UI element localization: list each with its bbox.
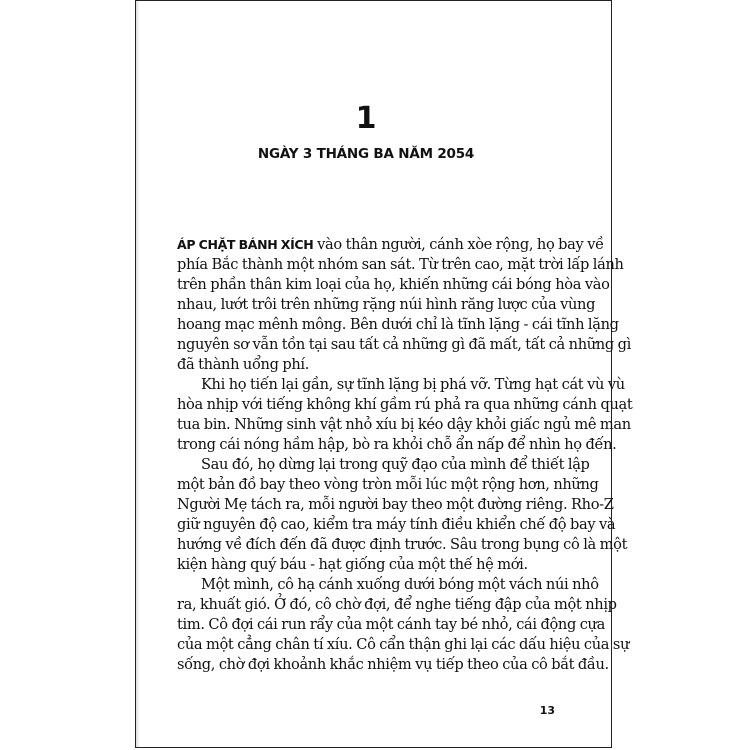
- text-line: phía Bắc thành một nhóm san sát. Từ trên cao, mặt trời lấp lánh: [177, 256, 624, 273]
- text-line: nguyên sơ vẫn tồn tại sau tất cả những gì đã mất, tất cả những gì: [177, 336, 631, 353]
- chapter-body: [177, 235, 633, 675]
- text-line: ra, khuất gió. Ở đó, cô chờ đợi, để nghe tiếng đập của một nhịp: [177, 596, 617, 613]
- text-line: [177, 235, 604, 255]
- text-line: Khi họ tiến lại gần, sự tĩnh lặng bị phá vỡ. Từng hạt cát vù vù: [201, 376, 625, 393]
- text-line: trong cái nóng hầm hập, bò ra khỏi chỗ ẩn nấp để nhìn họ đến.: [177, 436, 617, 453]
- page-number: 13: [539, 704, 555, 717]
- text-line: đã thành uổng phí.: [177, 356, 310, 373]
- text-line: Một mình, cô hạ cánh xuống dưới bóng một vách núi nhô: [201, 576, 599, 593]
- chapter-number: 1: [355, 101, 377, 136]
- text-line: tua bin. Những sinh vật nhỏ xíu bị kéo dậy khỏi giấc ngủ mê man: [177, 416, 631, 433]
- text-line: sống, chờ đợi khoảnh khắc nhiệm vụ tiếp theo của cô bắt đầu.: [177, 656, 609, 673]
- line-text: vào thân người, cánh xòe rộng, họ bay về: [313, 236, 604, 253]
- text-line: giữ nguyên độ cao, kiểm tra máy tính điều khiển chế độ bay và: [177, 516, 616, 533]
- chapter-title: NGÀY 3 THÁNG BA NĂM 2054: [257, 146, 475, 162]
- text-line: hướng về đích đến đã được định trước. Sâu trong bụng cô là một: [177, 536, 628, 553]
- text-line: của một cẳng chân tí xíu. Cô cẩn thận ghi lại các dấu hiệu của sự: [177, 636, 630, 653]
- text-line: kiện hàng quý báu - hạt giống của một thế hệ mới.: [177, 556, 528, 573]
- text-line: tim. Cô đợi cái run rẩy của một cánh tay bé nhỏ, cái động cựa: [177, 616, 605, 633]
- lead-in: ÁP CHẶT BÁNH XÍCH: [177, 237, 314, 252]
- text-line: nhau, lướt trôi trên những rặng núi hình răng lược của vùng: [177, 296, 596, 313]
- text-line: hòa nhịp với tiếng không khí gầm rú phả ra qua những cánh quạt: [177, 396, 633, 413]
- text-line: trên phần thân kim loại của họ, khiến những cái bóng hòa vào: [177, 276, 610, 293]
- text-line: Sau đó, họ dừng lại trong quỹ đạo của mình để thiết lập: [201, 456, 590, 473]
- text-line: một bản đồ bay theo vòng tròn mỗi lúc một rộng hơn, những: [177, 476, 599, 493]
- text-line: Người Mẹ tách ra, mỗi người bay theo một đường riêng. Rho-Z: [177, 496, 614, 513]
- text-line: hoang mạc mênh mông. Bên dưới chỉ là tĩnh lặng - cái tĩnh lặng: [177, 316, 619, 333]
